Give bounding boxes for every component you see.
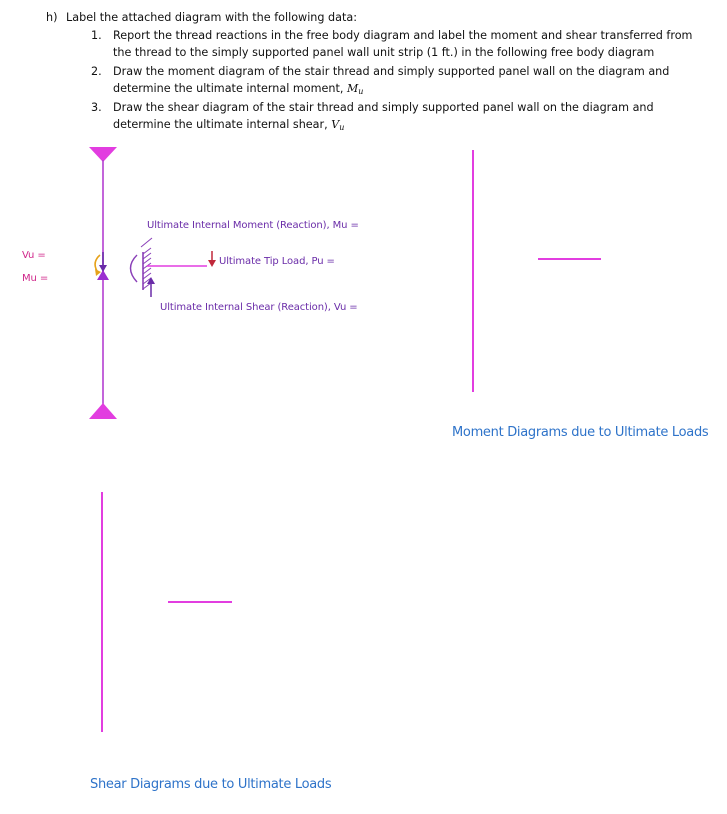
tip-load-label: Ultimate Tip Load, Pu = <box>219 256 335 267</box>
shear-reaction-label: Ultimate Internal Shear (Reaction), Vu = <box>160 302 358 313</box>
bottom-support-triangle <box>89 403 117 419</box>
moment-diagram-thread-axis <box>538 258 601 260</box>
item-1-number: 1. <box>91 29 102 42</box>
moment-diagram-wall-axis <box>472 150 474 392</box>
vu-symbol: $V_u$ <box>331 118 345 132</box>
tip-load-arrow <box>208 251 216 267</box>
question-intro: Label the attached diagram with the following data: <box>66 11 358 24</box>
item-1-line-1: Report the thread reactions in the free body diagram and label the moment and shear transferred from <box>113 29 693 42</box>
left-vu-label: Vu = <box>22 250 46 261</box>
moment-reaction-label: Ultimate Internal Moment (Reaction), Mu = <box>147 220 359 231</box>
item-3-line-1: Draw the shear diagram of the stair thread and simply supported panel wall on the diagram and <box>113 101 654 114</box>
top-support-triangle <box>89 147 117 162</box>
item-3-number: 3. <box>91 101 102 114</box>
shear-diagram-wall-axis <box>101 492 103 732</box>
item-2-line-2-text: determine the ultimate internal moment, <box>113 82 344 95</box>
shear-diagram-caption: Shear Diagrams due to Ultimate Loads <box>90 777 332 792</box>
wall-reaction-arrows <box>95 252 109 280</box>
left-mu-label: Mu = <box>22 273 49 284</box>
question-label: h) <box>46 11 58 24</box>
item-1-line-2: the thread to the simply supported panel wall unit strip (1 ft.) in the following free body diagram <box>113 46 655 59</box>
item-3-line-2-text: determine the ultimate internal shear, <box>113 118 328 131</box>
mu-symbol: $M_u$ <box>346 82 364 96</box>
item-2-line-1: Draw the moment diagram of the stair thread and simply supported panel wall on the diagram and <box>113 65 670 78</box>
moment-diagram-caption: Moment Diagrams due to Ultimate Loads <box>452 425 709 440</box>
moment-pointer <box>141 238 152 247</box>
shear-diagram-thread-axis <box>168 601 232 603</box>
item-2-number: 2. <box>91 65 102 78</box>
